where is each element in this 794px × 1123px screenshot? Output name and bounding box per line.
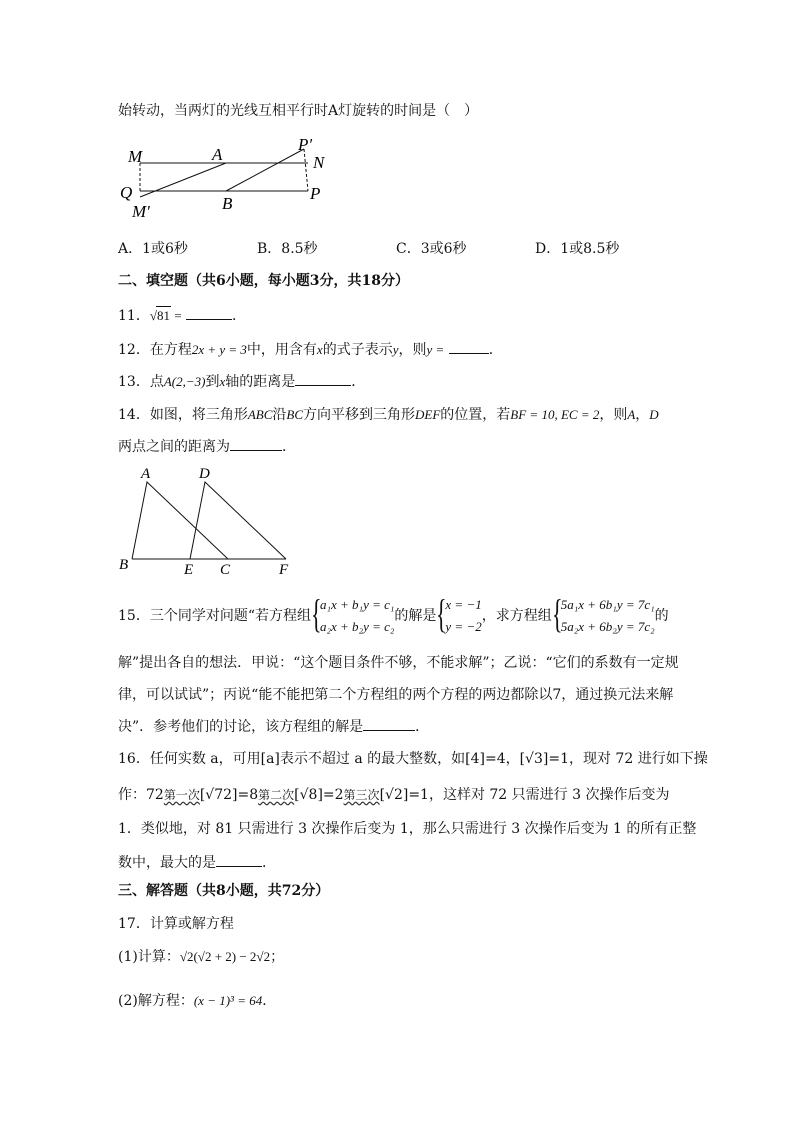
q15-solution: { x = −1 y = −2 <box>436 591 482 636</box>
q12: 12．在方程2x + y = 3中，用含有x的式子表示y，则y = ． <box>118 342 503 358</box>
q10-label-b: B <box>222 194 233 213</box>
q15-line-2: 解”提出各自的想法．甲说：“这个题目条件不够，不能求解”；乙说：“它们的系数有一定规 <box>118 655 679 671</box>
q10-label-a: A <box>212 145 223 164</box>
q14-label-a: A <box>141 466 151 482</box>
q15-line-3: 律，可以试试”；丙说“能不能把第二个方程组的两个方程的两边都除以7，通过换元法来解 <box>118 687 674 703</box>
q14-label-e: E <box>184 562 194 578</box>
q10-label-n: N <box>313 153 325 172</box>
q17-stem: 17．计算或解方程 <box>118 916 234 932</box>
q15-system-1: { a₁x + b₁y = c₁ a₂x + b₂y = c₂ <box>310 591 395 636</box>
q10-option-b: B．8.5秒 <box>257 241 318 257</box>
q10-stem-tail: 始转动，当两灯的光线互相平行时A灯旋转的时间是（ ） <box>118 103 479 119</box>
q14-label-d: D <box>199 466 210 482</box>
q14-label-c: C <box>220 562 231 578</box>
q14-line-2: 两点之间的距离为 ． <box>118 439 296 455</box>
q10-label-m: M <box>128 147 143 166</box>
section-3-title: 三、解答题（共8小题，共72分） <box>118 883 330 899</box>
q15-line-4: 决”．参考他们的讨论，该方程组的解是 ． <box>118 719 430 735</box>
q10-label-p: P <box>310 184 321 203</box>
q10-label-q: Q <box>120 183 133 202</box>
q16-line-2: 作：72第一次[√72]=8第二次[√8]=2第三次[√2]=1，这样对 72 只需进行 3 次操作后变为 <box>118 787 670 803</box>
q10-figure <box>118 135 348 223</box>
q10-option-d: D．1或8.5秒 <box>535 241 620 257</box>
section-2-title: 二、填空题（共6小题，每小题3分，共18分） <box>118 273 409 289</box>
q10-option-a: A．1或6秒 <box>118 241 188 257</box>
q10-label-mprime: M' <box>132 202 150 221</box>
q15-line-1: 15．三个同学对问题“若方程组 { a₁x + b₁y = c₁ a₂x + b₂y = c₂的解是 { x = −1 y = −2，求方程组 { 5a₁x + 6b₁y = 7c₁ 5a₂x + 6b₂y = 7c₂的 <box>118 591 669 636</box>
q14-label-b: B <box>119 557 129 573</box>
q17-part-2: (2)解方程：(x − 1)³ = 64． <box>118 993 277 1009</box>
q16-line-4: 数中，最大的是 ． <box>118 855 276 871</box>
q13: 13．点A(2,−3)到x轴的距离是 ． <box>118 374 366 390</box>
q10-option-c: C．3或6秒 <box>396 241 467 257</box>
q15-system-2: { 5a₁x + 6b₁y = 7c₁ 5a₂x + 6b₂y = 7c₂ <box>551 591 655 636</box>
q17-part-1: (1)计算：√2(√2 + 2) − 2√2； <box>118 949 285 965</box>
q16-line-3: 1．类似地，对 81 只需进行 3 次操作后变为 1，那么只需进行 3 次操作后变为 1 的所有正整 <box>118 821 697 837</box>
q10-label-pprime: P' <box>298 135 313 154</box>
q14-figure <box>116 464 302 578</box>
q16-line-1: 16．任何实数 a，可用[a]表示不超过 a 的最大整数，如[4]=4，[√3]=1，现对 72 进行如下操 <box>118 751 708 767</box>
q14-label-f: F <box>279 562 289 578</box>
q11: 11．√81 = ． <box>118 308 247 324</box>
q14-line-1: 14．如图，将三角形ABC沿BC方向平移到三角形DEF的位置，若BF = 10, EC = 2，则A，D <box>118 407 659 423</box>
